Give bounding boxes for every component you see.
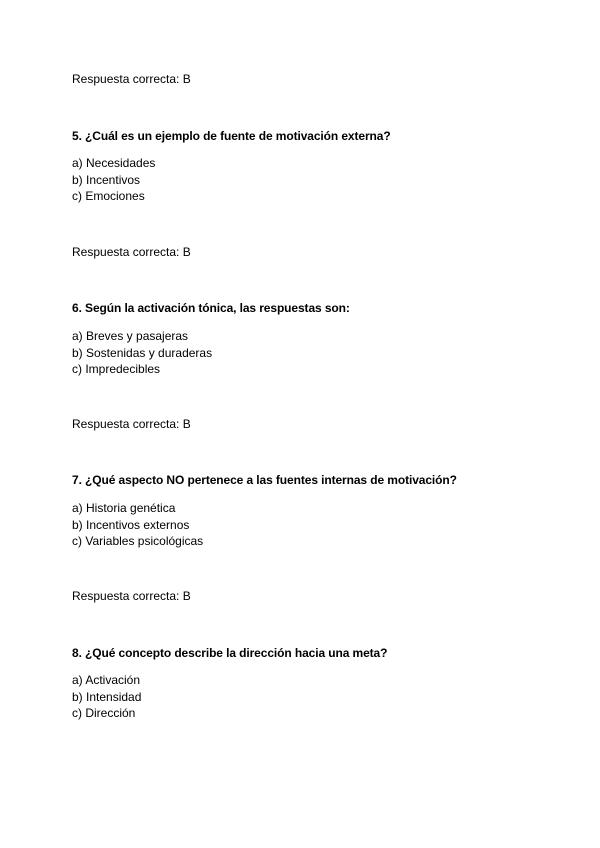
question-8-title: 8. ¿Qué concepto describe la dirección hacia una meta?	[72, 646, 388, 660]
option-item: c) Emociones	[72, 189, 145, 203]
answer-line-q6: Respuesta correcta: B	[72, 417, 191, 431]
question-6-title: 6. Según la activación tónica, las respuestas son:	[72, 301, 350, 315]
option-item: b) Sostenidas y duraderas	[72, 345, 213, 360]
answer-line-q4: Respuesta correcta: B	[72, 72, 191, 86]
answer-line-q5: Respuesta correcta: B	[72, 245, 191, 259]
option-item: a) Historia genética	[72, 501, 176, 515]
option-item: a) Activación	[72, 673, 141, 687]
question-5-title: 5. ¿Cuál es un ejemplo de fuente de motivación externa?	[72, 129, 391, 143]
option-item: b) Intensidad	[72, 689, 142, 704]
question-6-options	[72, 328, 212, 378]
option-item: b) Incentivos externos	[72, 517, 190, 532]
question-7-title: 7. ¿Qué aspecto NO pertenece a las fuentes internas de motivación?	[72, 473, 457, 487]
option-item: c) Impredecibles	[72, 362, 161, 376]
option-item: b) Incentivos	[72, 172, 141, 187]
option-item: a) Breves y pasajeras	[72, 329, 189, 343]
option-item: a) Necesidades	[72, 156, 156, 170]
answer-line-q7: Respuesta correcta: B	[72, 589, 191, 603]
option-item: c) Variables psicológicas	[72, 534, 204, 548]
option-item: c) Dirección	[72, 706, 136, 720]
question-8-options	[72, 672, 141, 722]
question-7-options	[72, 500, 203, 550]
question-5-options	[72, 155, 155, 205]
